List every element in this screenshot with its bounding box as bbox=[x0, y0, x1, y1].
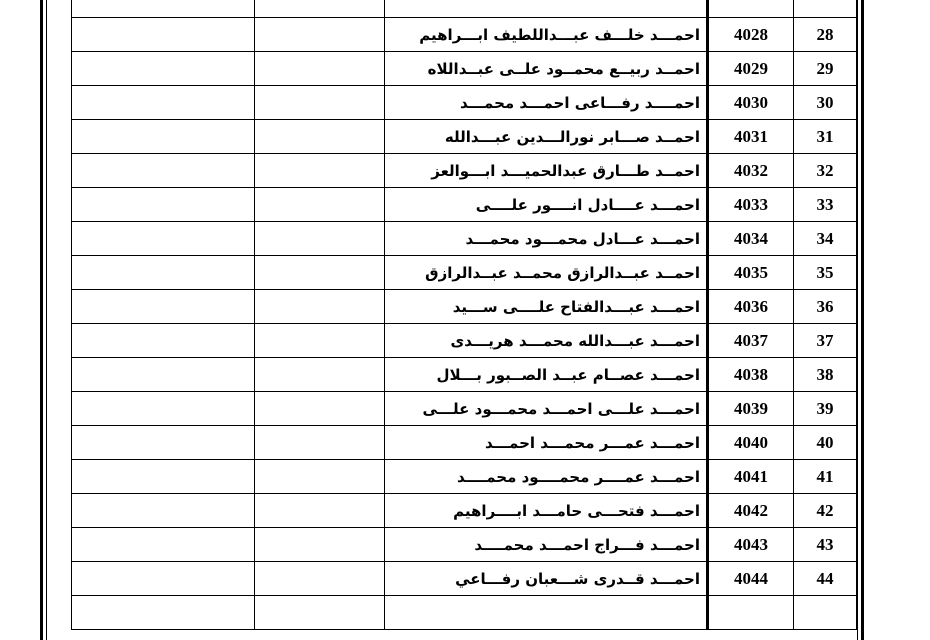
serial-number-cell: 34 bbox=[794, 222, 857, 256]
serial-number-cell bbox=[794, 0, 857, 18]
student-name-cell bbox=[385, 596, 708, 630]
seat-code-cell: 4030 bbox=[708, 86, 794, 120]
student-name-cell: احمـــد فتحـــى حامـــد ابــــراهيم bbox=[385, 494, 708, 528]
seat-code-cell: 4029 bbox=[708, 52, 794, 86]
serial-number-cell: 40 bbox=[794, 426, 857, 460]
blank-cell bbox=[255, 494, 385, 528]
blank-cell bbox=[255, 528, 385, 562]
student-name-cell: احمـــد عـــادل محمـــود محمـــد bbox=[385, 222, 708, 256]
student-name-cell: احمـــد قــدرى شـــعبان رفـــاعي bbox=[385, 562, 708, 596]
blank-cell bbox=[255, 154, 385, 188]
blank-cell bbox=[255, 188, 385, 222]
blank-cell bbox=[255, 324, 385, 358]
student-name-cell: احمــد عبــدالرازق محمــد عبــدالرازق bbox=[385, 256, 708, 290]
student-roster-table bbox=[71, 0, 857, 630]
seat-code-cell: 4035 bbox=[708, 256, 794, 290]
student-name-cell: احمـــد عصــام عبــد الصــبور بـــلال bbox=[385, 358, 708, 392]
student-name-cell: احمــد صـــابر نورالـــدين عبـــدالله bbox=[385, 120, 708, 154]
blank-cell bbox=[72, 426, 255, 460]
seat-code-cell: 4043 bbox=[708, 528, 794, 562]
seat-code-cell: 4040 bbox=[708, 426, 794, 460]
table-row bbox=[72, 86, 857, 120]
student-name-cell: احمـــد عبـــدالفتاح علــــى ســـيد bbox=[385, 290, 708, 324]
serial-number-cell: 39 bbox=[794, 392, 857, 426]
table-row bbox=[72, 154, 857, 188]
table-row bbox=[72, 256, 857, 290]
blank-cell bbox=[72, 120, 255, 154]
serial-number-cell: 29 bbox=[794, 52, 857, 86]
blank-cell bbox=[72, 290, 255, 324]
serial-number-cell bbox=[794, 596, 857, 630]
table-row bbox=[72, 0, 857, 18]
blank-cell bbox=[72, 256, 255, 290]
serial-number-cell: 33 bbox=[794, 188, 857, 222]
table-row bbox=[72, 290, 857, 324]
table-row bbox=[72, 222, 857, 256]
table-row bbox=[72, 596, 857, 630]
table-row bbox=[72, 324, 857, 358]
table-row bbox=[72, 392, 857, 426]
seat-code-cell: 4039 bbox=[708, 392, 794, 426]
seat-code-cell: 4042 bbox=[708, 494, 794, 528]
table-row bbox=[72, 426, 857, 460]
blank-cell bbox=[72, 222, 255, 256]
student-name-cell: احمـــد خلـــف عبـــداللطيف ابـــراهيم bbox=[385, 18, 708, 52]
serial-number-cell: 28 bbox=[794, 18, 857, 52]
blank-cell bbox=[72, 528, 255, 562]
blank-cell bbox=[255, 222, 385, 256]
serial-number-cell: 43 bbox=[794, 528, 857, 562]
student-name-cell: احمـــد فـــراج احمـــد محمــــد bbox=[385, 528, 708, 562]
blank-cell bbox=[72, 18, 255, 52]
blank-cell bbox=[72, 596, 255, 630]
seat-code-cell: 4032 bbox=[708, 154, 794, 188]
blank-cell bbox=[72, 52, 255, 86]
table-row bbox=[72, 120, 857, 154]
table-row bbox=[72, 562, 857, 596]
seat-code-cell bbox=[708, 596, 794, 630]
serial-number-cell: 42 bbox=[794, 494, 857, 528]
blank-cell bbox=[255, 86, 385, 120]
student-name-cell: احمــد ربيــع محمــود علــى عبــداللاه bbox=[385, 52, 708, 86]
seat-code-cell: 4034 bbox=[708, 222, 794, 256]
blank-cell bbox=[255, 460, 385, 494]
blank-cell bbox=[255, 392, 385, 426]
blank-cell bbox=[72, 86, 255, 120]
blank-cell bbox=[255, 596, 385, 630]
blank-cell bbox=[72, 0, 255, 18]
table-row bbox=[72, 358, 857, 392]
blank-cell bbox=[72, 188, 255, 222]
serial-number-cell: 36 bbox=[794, 290, 857, 324]
serial-number-cell: 41 bbox=[794, 460, 857, 494]
blank-cell bbox=[72, 460, 255, 494]
table-row bbox=[72, 52, 857, 86]
student-name-cell: احمــد طـــارق عبدالحميـــد ابـــوالعز bbox=[385, 154, 708, 188]
serial-number-cell: 44 bbox=[794, 562, 857, 596]
serial-number-cell: 37 bbox=[794, 324, 857, 358]
table-row bbox=[72, 18, 857, 52]
student-name-cell: احمـــد عــــادل انــــور علــــى bbox=[385, 188, 708, 222]
roster-body bbox=[72, 0, 857, 630]
blank-cell bbox=[255, 120, 385, 154]
blank-cell bbox=[255, 256, 385, 290]
seat-code-cell: 4041 bbox=[708, 460, 794, 494]
blank-cell bbox=[255, 426, 385, 460]
blank-cell bbox=[255, 358, 385, 392]
seat-code-cell: 4028 bbox=[708, 18, 794, 52]
seat-code-cell: 4037 bbox=[708, 324, 794, 358]
student-name-cell: احمـــد عمــــر محمــــود محمــــد bbox=[385, 460, 708, 494]
blank-cell bbox=[255, 0, 385, 18]
blank-cell bbox=[72, 494, 255, 528]
blank-cell bbox=[72, 154, 255, 188]
student-name-cell: احمـــد عبـــدالله محمـــد هريـــدى bbox=[385, 324, 708, 358]
table-row bbox=[72, 460, 857, 494]
serial-number-cell: 32 bbox=[794, 154, 857, 188]
table-row bbox=[72, 494, 857, 528]
seat-code-cell: 4031 bbox=[708, 120, 794, 154]
table-row bbox=[72, 528, 857, 562]
seat-code-cell: 4033 bbox=[708, 188, 794, 222]
serial-number-cell: 31 bbox=[794, 120, 857, 154]
blank-cell bbox=[72, 324, 255, 358]
student-name-cell: احمـــد علـــى احمـــد محمـــود علـــى bbox=[385, 392, 708, 426]
seat-code-cell bbox=[708, 0, 794, 18]
seat-code-cell: 4036 bbox=[708, 290, 794, 324]
blank-cell bbox=[255, 562, 385, 596]
serial-number-cell: 30 bbox=[794, 86, 857, 120]
blank-cell bbox=[72, 392, 255, 426]
student-name-cell: احمــــد رفـــاعى احمـــد محمـــد bbox=[385, 86, 708, 120]
blank-cell bbox=[72, 562, 255, 596]
blank-cell bbox=[255, 290, 385, 324]
seat-code-cell: 4044 bbox=[708, 562, 794, 596]
table-row bbox=[72, 188, 857, 222]
serial-number-cell: 38 bbox=[794, 358, 857, 392]
seat-code-cell: 4038 bbox=[708, 358, 794, 392]
student-name-cell: احمـــد عمـــر محمـــد احمـــد bbox=[385, 426, 708, 460]
serial-number-cell: 35 bbox=[794, 256, 857, 290]
blank-cell bbox=[72, 358, 255, 392]
blank-cell bbox=[255, 18, 385, 52]
student-name-cell bbox=[385, 0, 708, 18]
blank-cell bbox=[255, 52, 385, 86]
